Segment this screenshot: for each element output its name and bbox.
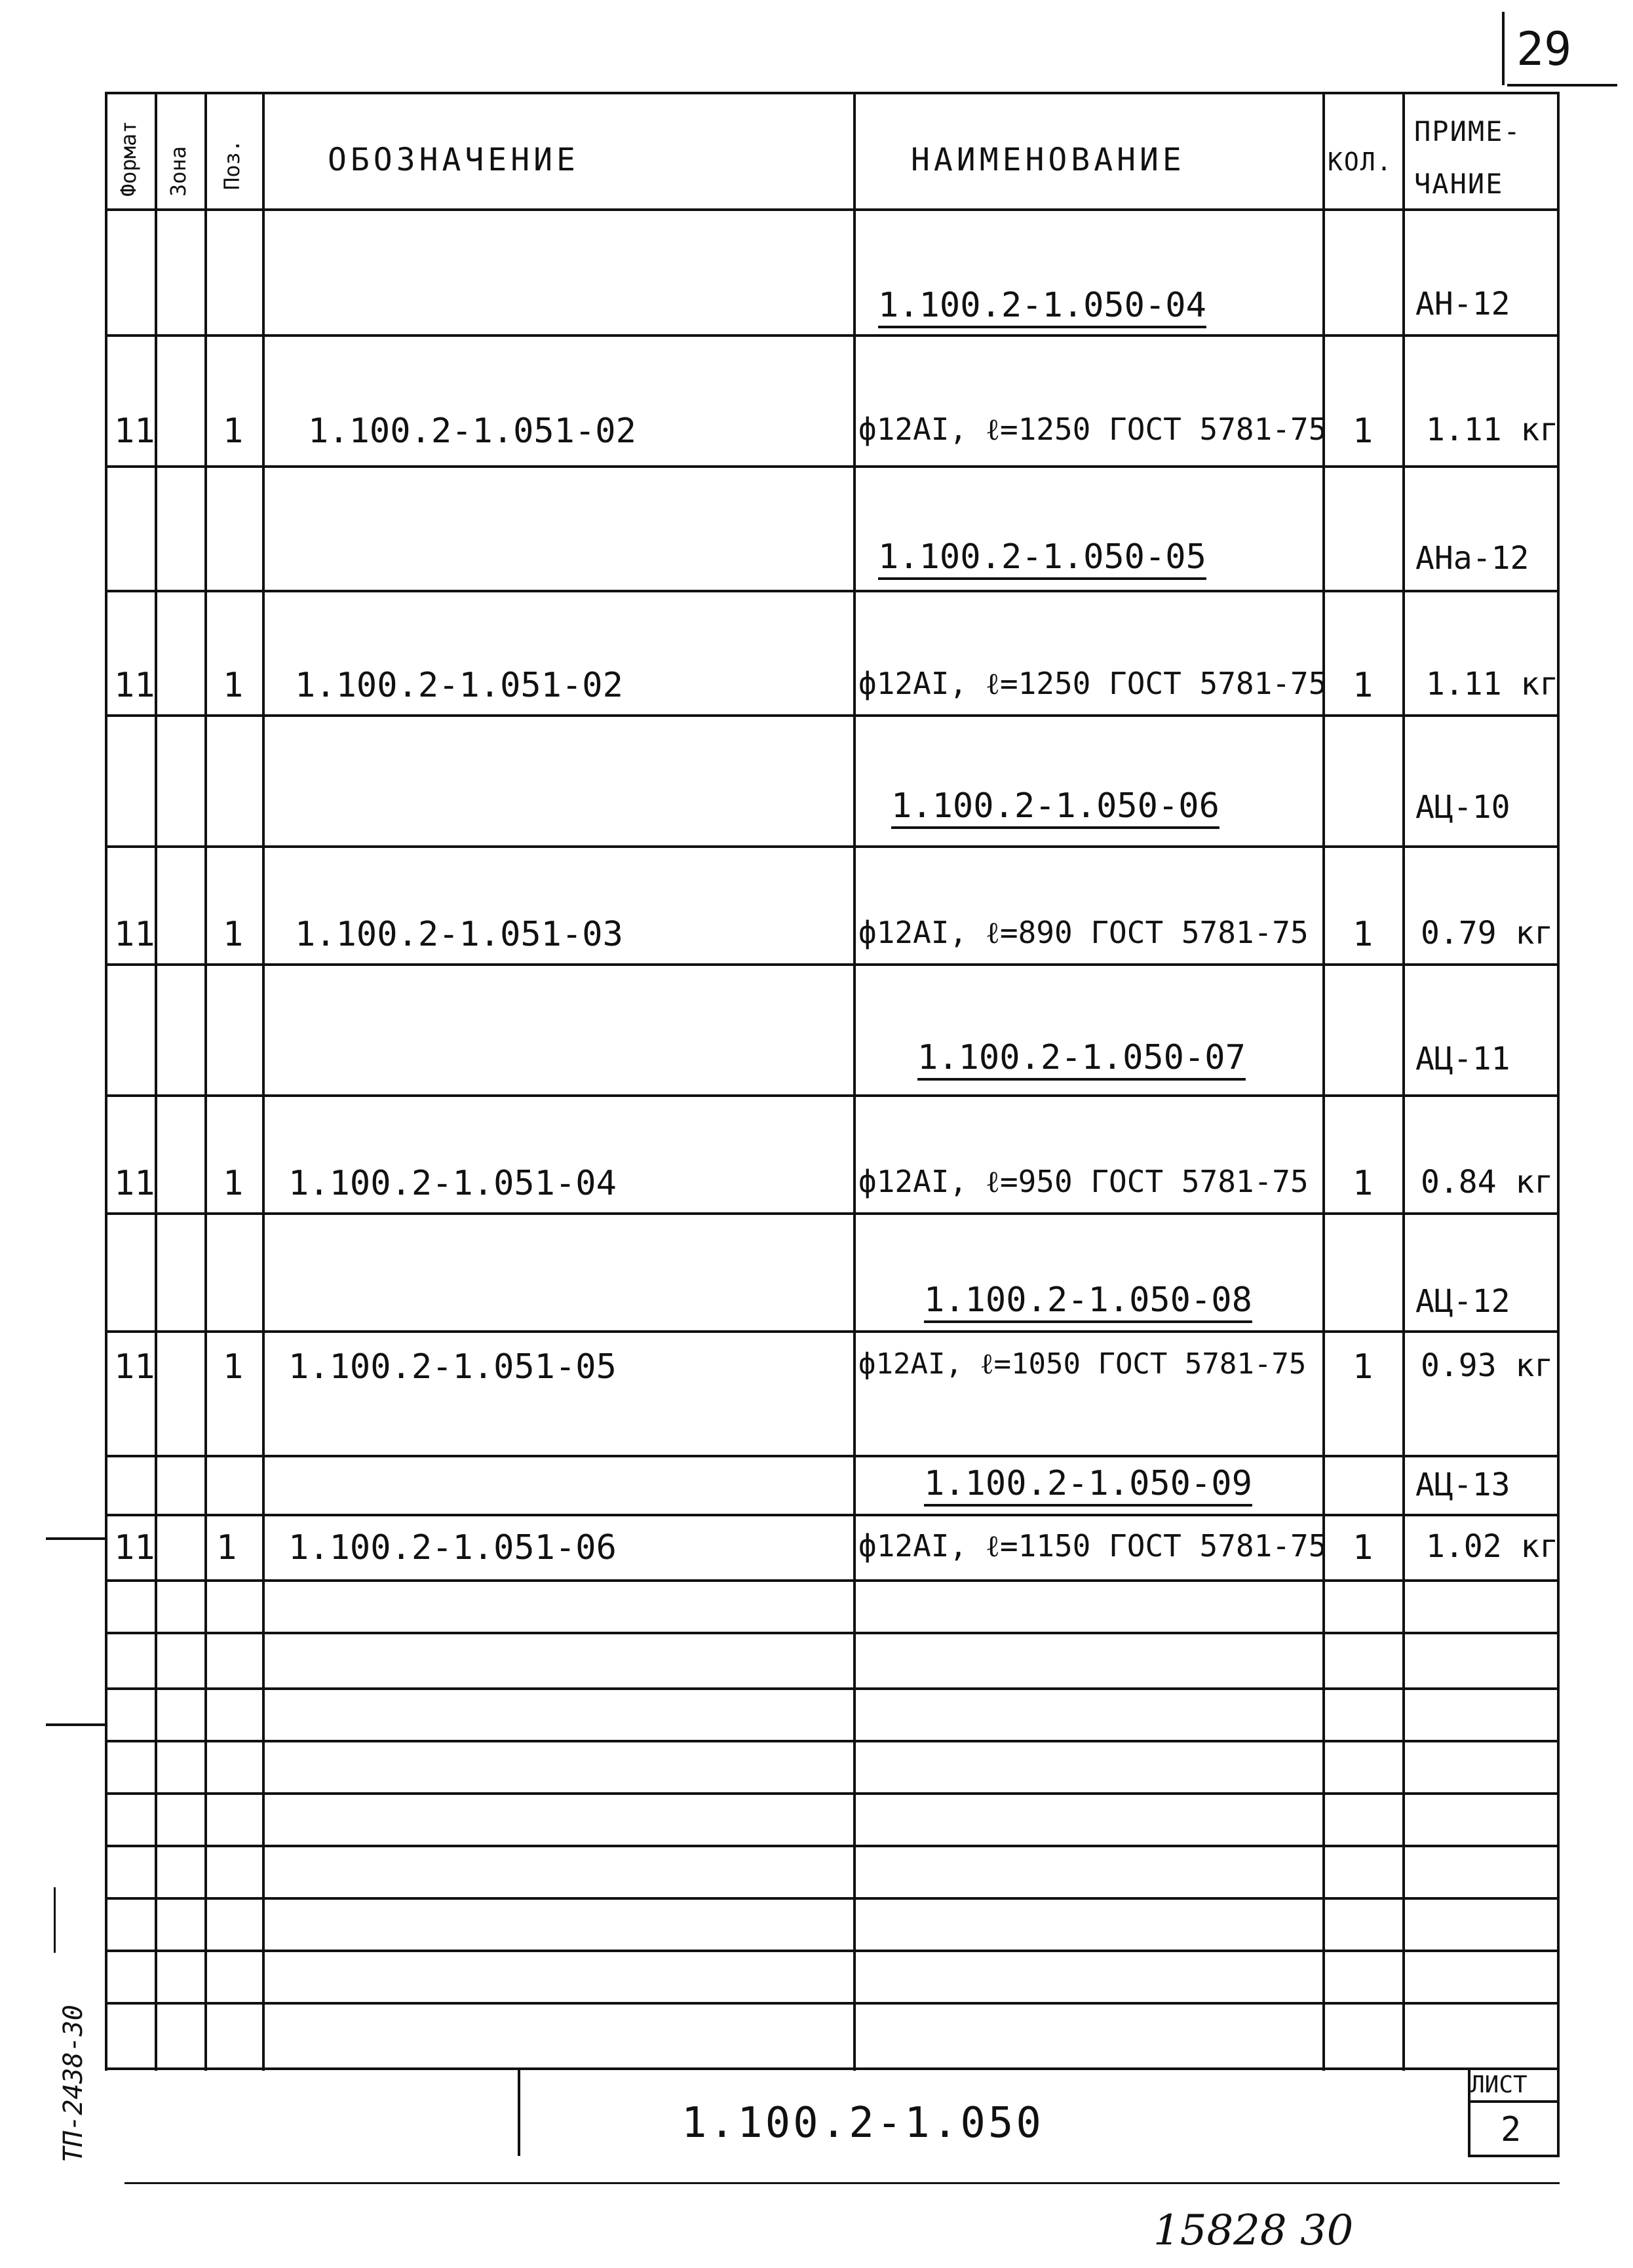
row-line [105, 1579, 1560, 1582]
group-note: АЦ-12 [1415, 1283, 1510, 1320]
col-divider-pos [262, 92, 265, 2071]
item-designation: 1.100.2-1.051-02 [308, 412, 636, 451]
col-divider-format [155, 92, 157, 2071]
item-pos: 1 [216, 1528, 237, 1567]
row-line [105, 1094, 1560, 1097]
item-qty: 1 [1353, 666, 1374, 705]
item-name: ф12АI, ℓ=890 ГОСТ 5781-75 [858, 915, 1309, 950]
sheet-label: ЛИСТ [1470, 2071, 1527, 2098]
row-line [105, 465, 1560, 468]
header-pos: Поз. [220, 139, 244, 190]
row-line [105, 1950, 1560, 1952]
item-designation: 1.100.2-1.051-04 [288, 1164, 617, 1203]
col-divider-zone [204, 92, 207, 2071]
item-note: 1.11 кг [1426, 412, 1559, 448]
item-qty: 1 [1353, 1528, 1374, 1567]
item-note: 0.93 кг [1421, 1347, 1554, 1384]
sheet-label-line [1468, 2100, 1560, 2103]
item-qty: 1 [1353, 915, 1374, 954]
item-pos: 1 [223, 1164, 244, 1203]
item-name: ф12АI, ℓ=950 ГОСТ 5781-75 [858, 1164, 1309, 1199]
group-note: АН-12 [1415, 286, 1510, 322]
item-format: 11 [114, 1164, 155, 1203]
row-line [105, 1897, 1560, 1900]
row-line [105, 714, 1560, 717]
group-name: 1.100.2-1.050-09 [924, 1464, 1252, 1503]
row-line [105, 1687, 1560, 1690]
group-name: 1.100.2-1.050-05 [878, 537, 1206, 577]
group-note: АЦ-13 [1415, 1467, 1510, 1503]
item-qty: 1 [1353, 412, 1374, 451]
margin-tick [46, 1537, 106, 1540]
item-name: ф12АI, ℓ=1250 ГОСТ 5781-75 [858, 666, 1327, 701]
header-name: НАИМЕНОВАНИЕ [911, 142, 1185, 178]
margin-tick [46, 1723, 106, 1726]
row-line [105, 334, 1560, 337]
item-designation: 1.100.2-1.051-05 [288, 1347, 617, 1387]
item-format: 11 [114, 915, 155, 954]
item-designation: 1.100.2-1.051-02 [295, 666, 623, 705]
row-line [105, 1792, 1560, 1795]
row-line [105, 2002, 1560, 2005]
item-qty: 1 [1353, 1347, 1374, 1387]
group-note: АЦ-11 [1415, 1041, 1510, 1077]
item-note: 0.79 кг [1421, 915, 1554, 951]
row-line [105, 845, 1560, 848]
sheet-number: 2 [1501, 2110, 1522, 2149]
item-pos: 1 [223, 915, 244, 954]
page-number: 29 [1516, 22, 1572, 76]
title-block-divider-left [518, 2067, 520, 2156]
item-note: 0.84 кг [1421, 1164, 1554, 1201]
header-note-line1: ПРИМЕ- [1414, 115, 1522, 147]
page-number-divider [1502, 12, 1505, 85]
row-line [105, 1514, 1560, 1516]
row-line [105, 963, 1560, 966]
item-name: ф12АI, ℓ=1250 ГОСТ 5781-75 [858, 412, 1327, 447]
header-designation: ОБОЗНАЧЕНИЕ [328, 142, 579, 178]
header-bottom-border [105, 208, 1560, 211]
item-pos: 1 [223, 1347, 244, 1387]
item-designation: 1.100.2-1.051-03 [295, 915, 623, 954]
item-format: 11 [114, 666, 155, 705]
row-line [105, 1212, 1560, 1215]
group-name: 1.100.2-1.050-04 [878, 286, 1206, 325]
row-line [105, 1740, 1560, 1742]
header-format: Формат [116, 121, 141, 197]
group-name: 1.100.2-1.050-06 [891, 786, 1220, 826]
item-format: 11 [114, 412, 155, 451]
header-qty: КОЛ. [1328, 147, 1393, 176]
col-divider-qty [1402, 92, 1405, 2071]
col-divider-designation [853, 92, 856, 2071]
group-name: 1.100.2-1.050-08 [924, 1280, 1252, 1320]
item-note: 1.02 кг [1426, 1528, 1559, 1565]
title-block-bottom [125, 2182, 1560, 2184]
item-format: 11 [114, 1347, 155, 1387]
margin-dash [54, 1887, 56, 1953]
item-designation: 1.100.2-1.051-06 [288, 1528, 617, 1567]
document-designation: 1.100.2-1.050 [682, 2099, 1044, 2147]
item-qty: 1 [1353, 1164, 1374, 1203]
row-line [105, 1632, 1560, 1634]
row-line [105, 1845, 1560, 1847]
col-divider-name [1322, 92, 1325, 2071]
item-pos: 1 [223, 412, 244, 451]
item-format: 11 [114, 1528, 155, 1567]
table-top-border [105, 92, 1560, 94]
row-line [105, 1455, 1560, 1457]
side-stamp: ТП-2438-30 [58, 2005, 88, 2162]
group-name: 1.100.2-1.050-07 [917, 1038, 1246, 1077]
item-note: 1.11 кг [1426, 666, 1559, 702]
item-name: ф12АI, ℓ=1150 ГОСТ 5781-75 [858, 1528, 1327, 1564]
sheet-bottom-line [1468, 2155, 1560, 2157]
row-line [105, 590, 1560, 592]
title-block-top [105, 2067, 1560, 2070]
table-left-border [105, 92, 107, 2071]
group-note: АНа-12 [1415, 540, 1529, 577]
header-note-line2: ЧАНИЕ [1414, 168, 1504, 200]
item-name: ф12АI, ℓ=1050 ГОСТ 5781-75 [858, 1347, 1307, 1381]
page-number-underline [1507, 84, 1617, 86]
item-pos: 1 [223, 666, 244, 705]
row-line [105, 1330, 1560, 1333]
group-note: АЦ-10 [1415, 789, 1510, 826]
header-zone: Зона [166, 145, 191, 197]
archive-stamp: 15828 30 [1153, 2206, 1354, 2255]
